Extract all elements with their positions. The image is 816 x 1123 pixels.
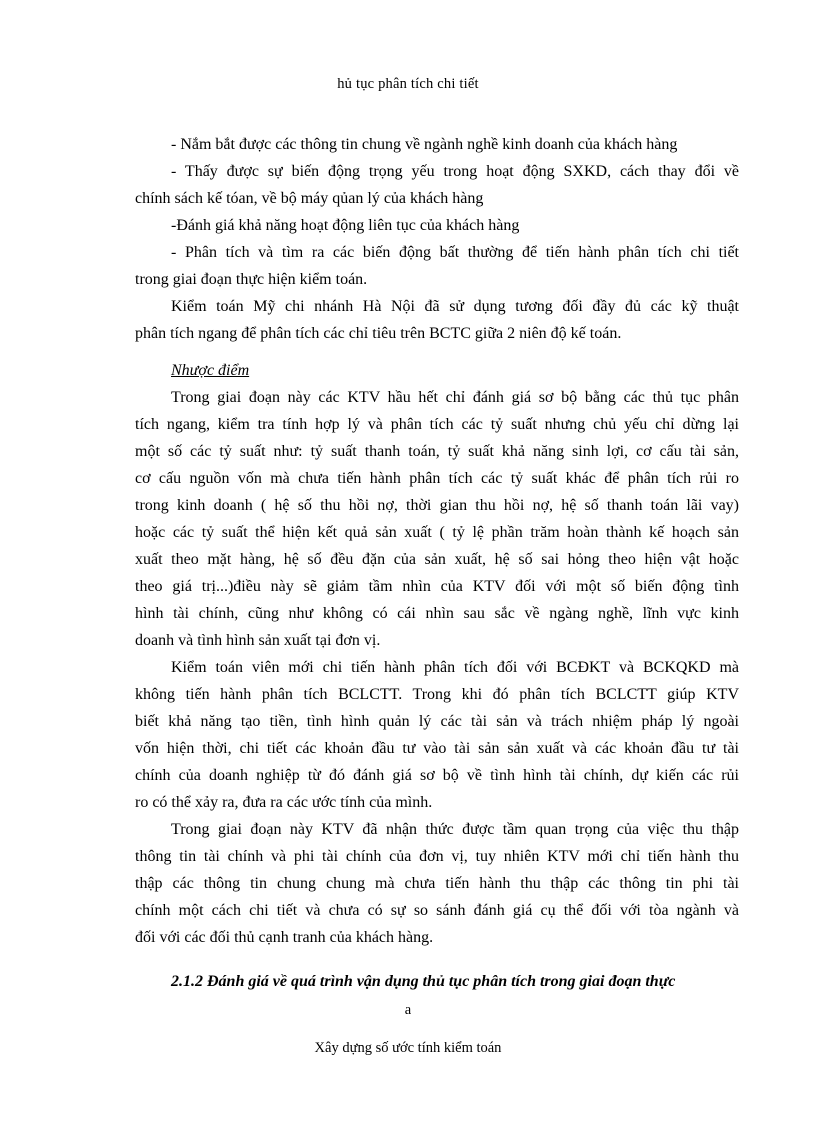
paragraph-goal-1: - Nắm bắt được các thông tin chung về ngành nghề kinh doanh của khách hàng [171, 136, 678, 153]
weakness-paragraph-2-line: không tiến hành phân tích BCLCTT. Trong khi đó phân tích BCLCTT giúp KTV [135, 686, 739, 703]
running-header: hủ tục phân tích chi tiết [337, 76, 479, 92]
section-heading: 2.1.2 Đánh giá về quá trình vận dụng thủ tục phân tích trong giai đoạn thực [171, 973, 676, 990]
weakness-paragraph-2-line: Kiểm toán viên mới chi tiến hành phân tích đối với BCĐKT và BCKQKD mà [171, 659, 739, 676]
weakness-paragraph-1-line: một số các tỷ suất như: tỷ suất thanh toán, tỷ suất khả năng sinh lợi, cơ cấu tài sản, [135, 443, 739, 460]
weakness-paragraph-1-line: hình tài chính, cũng như không có cái nhìn sau sắc về ngàng nghề, lĩnh vực kinh [135, 605, 739, 622]
weakness-paragraph-3-line: đối với các đối thủ cạnh tranh của khách hàng. [135, 929, 434, 946]
running-footer: Xây dựng số ước tính kiểm toán [314, 1040, 502, 1056]
spacer [135, 347, 739, 357]
weakness-paragraph-1-line: theo giá trị...)điều này sẽ giảm tầm nhìn của KTV đối với một số biến động tình [135, 578, 739, 595]
paragraph-goal-4-line-1: - Phân tích và tìm ra các biến động bất thường để tiến hành phân tích chi tiết [171, 244, 739, 261]
weakness-paragraph-2-line: ro có thể xảy ra, đưa ra các ước tính của mình. [135, 794, 433, 811]
weakness-paragraph-1-line: cơ cấu nguồn vốn mà chưa tiến hành phân tích các tỷ suất khác để phân tích rủi ro [135, 470, 739, 487]
weakness-paragraph-3-line: Trong giai đoạn này KTV đã nhận thức được tầm quan trọng của việc thu thập [171, 821, 739, 838]
subheading-text: Nhược điểm [171, 362, 250, 379]
weakness-paragraph-1-line: xuất theo mặt hàng, hệ số đều đặn của sản xuất, hệ số sai hỏng theo hiện vật hoặc [135, 551, 739, 568]
weakness-paragraph-2-line: biết khả năng tạo tiền, tình hình quản lý các tài sản và trách nhiệm pháp lý ngoài [135, 713, 739, 730]
weakness-paragraph-2-line: chính của doanh nghiệp từ đó đánh giá sơ bộ về tình hình tài chính, dự kiến các rủi [135, 767, 739, 784]
paragraph-summary-line-1: Kiểm toán Mỹ chi nhánh Hà Nội đã sử dụng tương đối đầy đủ các kỹ thuật [171, 298, 739, 315]
document-body [135, 131, 739, 951]
weakness-paragraph-1-line: doanh và tình hình sản xuất tại đơn vị. [135, 632, 381, 649]
weakness-paragraph-2-line: vốn hiện thời, chi tiết các khoản đầu tư vào tài sản sản xuất và các khoản đầu tư tài [135, 740, 739, 757]
weakness-paragraph-3-line: thông tin tài chính và phi tài chính của đơn vị, tuy nhiên KTV mới chỉ tiến hành thu [135, 848, 739, 865]
weakness-paragraph-3-line: chính một cách chi tiết và chưa có sự so sánh đánh giá cụ thể đối với tòa ngành và [135, 902, 739, 919]
subheading-weaknesses [135, 357, 739, 384]
weakness-paragraph-3-line: thập các thông tin chung chung mà chưa tiến hành thu thập các thông tin phi tài [135, 875, 739, 892]
paragraph-goal-4-line-2: trong giai đoạn thực hiện kiểm toán. [135, 271, 368, 288]
weakness-paragraph-1-line: hoặc các tỷ suất thể hiện kết quả sản xuất ( tỷ lệ phần trăm hoàn thành kế hoạch sản [135, 524, 739, 541]
weakness-paragraph-1-line: Trong giai đoạn này các KTV hầu hết chỉ đánh giá sơ bộ bằng các thủ tục phân [171, 389, 739, 406]
weakness-paragraph-1-line: tích ngang, kiểm tra tính hợp lý và phân tích các tỷ suất nhưng chủ yếu chỉ dừng lại [135, 416, 739, 433]
paragraph-goal-3: -Đánh giá khả năng hoạt động liên tục của khách hàng [171, 217, 520, 234]
weakness-paragraph-1-line: trong kinh doanh ( hệ số thu hồi nợ, thời gian thu hồi nợ, hệ số thanh toán lãi vay) [135, 497, 739, 514]
paragraph-goal-2-line-1: - Thấy được sự biến động trọng yếu trong hoạt động SXKD, cách thay đổi về [171, 163, 739, 180]
paragraph-goal-2-line-2: chính sách kế tóan, về bộ máy qủan lý của khách hàng [135, 190, 484, 207]
paragraph-summary-line-2: phân tích ngang để phân tích các chỉ tiêu trên BCTC giữa 2 niên độ kế toán. [135, 325, 622, 342]
running-footer-mark: a [404, 1002, 412, 1018]
